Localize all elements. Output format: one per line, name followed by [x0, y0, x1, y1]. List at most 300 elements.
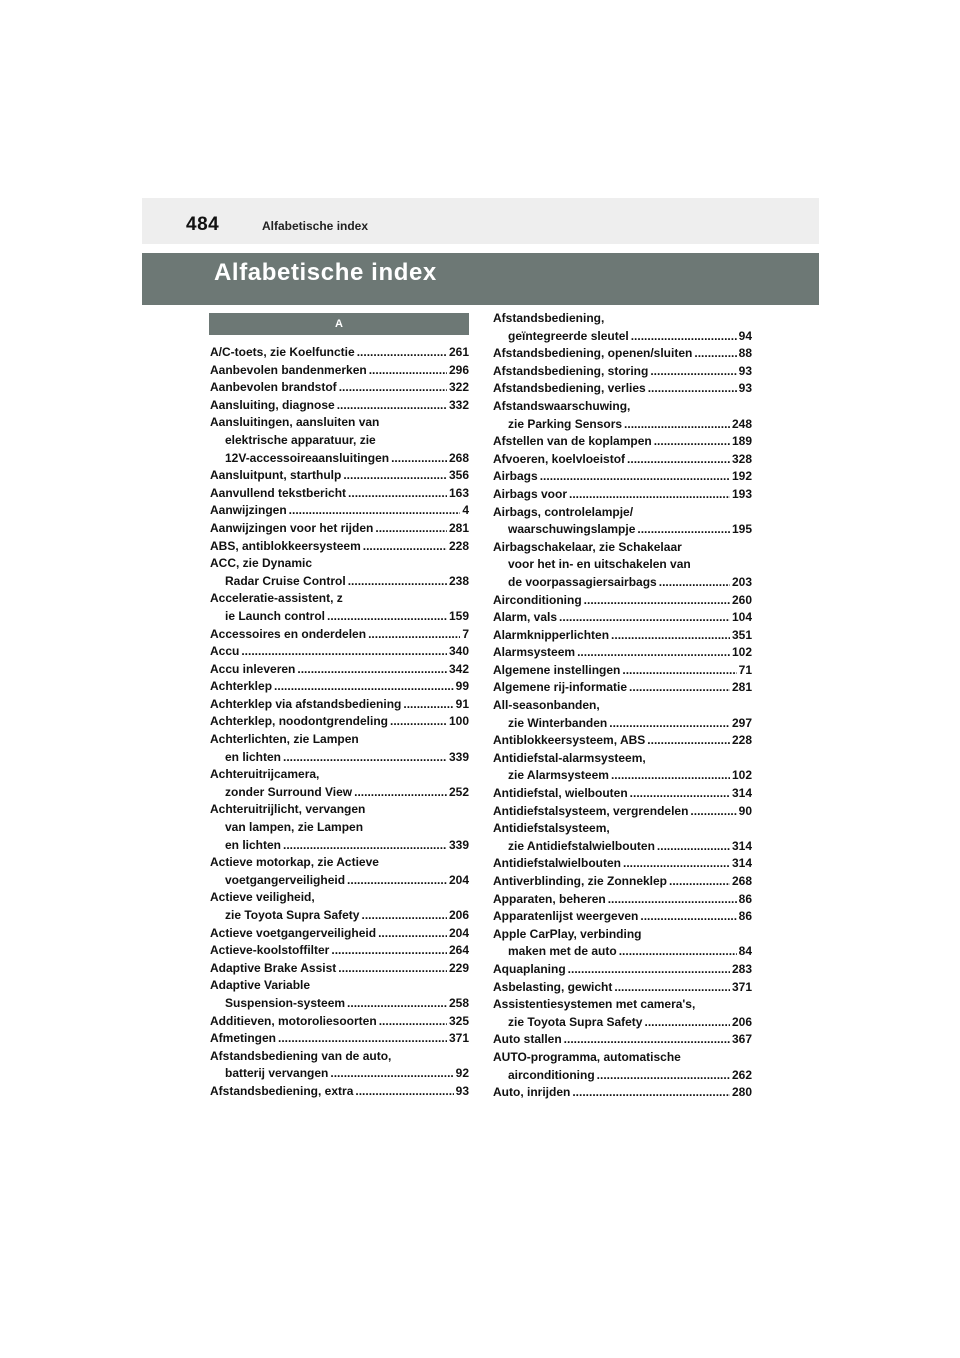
index-entry	[493, 961, 752, 979]
index-entry-line	[493, 855, 752, 873]
dot-leader	[331, 942, 447, 960]
index-entry-line	[210, 485, 469, 503]
index-term: Actieve veiligheid,	[210, 890, 315, 905]
index-column-right	[493, 310, 752, 1102]
index-term: Aanwijzingen voor het rijden	[210, 520, 374, 535]
page-reference: 314	[731, 838, 752, 853]
index-entry-line	[210, 344, 469, 362]
index-entry-line	[210, 942, 469, 960]
index-entry-line	[493, 486, 752, 504]
index-entry	[210, 414, 469, 467]
index-entry-line	[493, 504, 752, 522]
page-reference: 84	[738, 944, 752, 959]
index-entry	[493, 891, 752, 909]
index-entry-line	[210, 643, 469, 661]
index-term: zie Toyota Supra Safety	[508, 1014, 643, 1029]
index-term: zie Antidiefstalwielbouten	[508, 838, 655, 853]
page-reference: 163	[448, 485, 469, 500]
dot-leader	[623, 855, 730, 873]
index-entry	[210, 520, 469, 538]
dot-leader	[640, 908, 736, 926]
page-reference: 203	[731, 574, 752, 589]
index-term: Afstandsbediening, storing	[493, 363, 649, 378]
index-entry-line	[210, 872, 469, 890]
dot-leader	[241, 643, 447, 661]
index-term: Additieven, motoroliesoorten	[210, 1013, 377, 1028]
index-term: zie Parking Sensors	[508, 416, 623, 431]
dot-leader	[624, 416, 730, 434]
index-entry-line	[210, 573, 469, 591]
index-entry	[210, 661, 469, 679]
page-reference: 193	[731, 486, 752, 501]
index-entry-line	[493, 697, 752, 715]
index-term: Aanwijzingen	[210, 503, 287, 518]
dot-leader	[369, 362, 447, 380]
dot-leader	[327, 608, 447, 626]
index-entry-line	[493, 943, 752, 961]
index-entry	[493, 662, 752, 680]
index-term: Afstandsbediening, extra	[210, 1083, 354, 1098]
index-entry-line	[493, 873, 752, 891]
page-reference: 93	[738, 363, 752, 378]
index-term: Accessoires en onderdelen	[210, 626, 367, 641]
index-term: ABS, antiblokkeersysteem	[210, 538, 361, 553]
page-reference: 283	[731, 961, 752, 976]
page-reference: 94	[738, 328, 752, 343]
dot-leader	[368, 626, 460, 644]
page-reference: 159	[448, 608, 469, 623]
index-entry-line	[210, 608, 469, 626]
index-entry-line	[493, 416, 752, 434]
dot-leader	[337, 397, 447, 415]
index-entry-line	[210, 819, 469, 837]
dot-leader	[564, 1031, 730, 1049]
index-entry-line	[210, 1013, 469, 1031]
page-reference: 71	[738, 662, 752, 677]
index-entry-line	[493, 433, 752, 451]
dot-leader	[289, 502, 461, 520]
index-entry-line	[493, 1014, 752, 1032]
index-entry-line	[210, 995, 469, 1013]
index-term: Afmetingen	[210, 1031, 276, 1046]
index-entry	[493, 996, 752, 1031]
index-entry	[493, 345, 752, 363]
dot-leader	[648, 380, 737, 398]
index-term: zie Winterbanden	[508, 715, 608, 730]
index-entry-line	[493, 996, 752, 1014]
index-term: voetgangerveiligheid	[225, 872, 346, 887]
page-reference: 356	[448, 468, 469, 483]
index-entry-line	[210, 555, 469, 573]
index-entry-line	[493, 785, 752, 803]
index-entry-line	[210, 907, 469, 925]
index-entry-line	[493, 451, 752, 469]
dot-leader	[611, 767, 730, 785]
page-reference: 228	[731, 733, 752, 748]
index-term: Antidiefstalwielbouten	[493, 856, 622, 871]
dot-leader	[611, 627, 730, 645]
index-entry	[210, 731, 469, 766]
page-reference: 86	[738, 891, 752, 906]
index-entry	[493, 1049, 752, 1084]
dot-leader	[627, 451, 730, 469]
page-reference: 252	[448, 784, 469, 799]
index-term: zie Alarmsysteem	[508, 768, 609, 783]
index-entry-line	[493, 310, 752, 328]
page-reference: 371	[448, 1031, 469, 1046]
index-entry	[493, 380, 752, 398]
index-entry-line	[210, 414, 469, 432]
dot-leader	[650, 363, 736, 381]
index-entry-line	[210, 538, 469, 556]
index-entry-line	[210, 854, 469, 872]
index-term: Achterklep, noodontgrendeling	[210, 714, 389, 729]
index-entry	[493, 363, 752, 381]
index-term: voor het in- en uitschakelen van	[508, 557, 691, 572]
index-term: Airbags, controlelampje/	[493, 504, 634, 519]
index-term: Auto stallen	[493, 1032, 562, 1047]
dot-leader	[654, 433, 730, 451]
index-term: Acceleratie-assistent, z	[210, 591, 343, 606]
page-reference: 328	[731, 451, 752, 466]
dot-leader	[339, 379, 447, 397]
page-title: Alfabetische index	[214, 259, 437, 286]
index-entry	[493, 873, 752, 891]
index-entry	[493, 785, 752, 803]
index-term: Aansluiting, diagnose	[210, 397, 335, 412]
index-entry-line	[493, 979, 752, 997]
index-entry	[493, 539, 752, 592]
dot-leader	[629, 679, 730, 697]
index-entry-line	[493, 732, 752, 750]
page-reference: 238	[448, 573, 469, 588]
index-entry-line	[210, 626, 469, 644]
dot-leader	[622, 662, 736, 680]
page-reference: 262	[731, 1067, 752, 1082]
index-term: ie Launch control	[225, 608, 326, 623]
dot-leader	[379, 1013, 447, 1031]
index-term: Algemene instellingen	[493, 662, 621, 677]
dot-leader	[669, 873, 730, 891]
index-entry-line	[493, 1049, 752, 1067]
index-term: Alarmsysteem	[493, 645, 576, 660]
dot-leader	[348, 573, 447, 591]
index-term: Airconditioning	[493, 592, 582, 607]
index-term: Adaptive Variable	[210, 978, 311, 993]
index-term: Afstandsbediening, openen/sluiten	[493, 346, 693, 361]
index-term: Aanbevolen bandenmerken	[210, 362, 367, 377]
index-term: Airbagschakelaar, zie Schakelaar	[493, 539, 682, 554]
dot-leader	[347, 872, 447, 890]
page-reference: 229	[448, 960, 469, 975]
index-entry	[493, 398, 752, 433]
index-entry	[493, 310, 752, 345]
index-term: AUTO-programma, automatische	[493, 1049, 681, 1064]
index-term: Achterklep via afstandsbediening	[210, 696, 402, 711]
page-reference: 88	[738, 346, 752, 361]
index-entry	[210, 555, 469, 590]
page-number: 484	[186, 214, 220, 235]
index-entry	[210, 626, 469, 644]
page-reference: 90	[738, 803, 752, 818]
dot-leader	[347, 995, 447, 1013]
page-reference: 92	[455, 1066, 469, 1081]
index-entry	[210, 379, 469, 397]
page-reference: 281	[731, 680, 752, 695]
dot-leader	[644, 1014, 729, 1032]
index-entry-line	[210, 713, 469, 731]
index-entry-line	[210, 590, 469, 608]
index-term: Adaptive Brake Assist	[210, 960, 337, 975]
dot-leader	[355, 1083, 453, 1101]
index-term: en lichten	[225, 837, 282, 852]
index-term: ACC, zie Dynamic	[210, 556, 313, 571]
index-term: A/C-toets, zie Koelfunctie	[210, 345, 355, 359]
index-entry	[493, 750, 752, 785]
page-reference: 192	[731, 469, 752, 484]
page-reference: 102	[731, 645, 752, 660]
page-reference: 248	[731, 416, 752, 431]
index-entry-line	[493, 468, 752, 486]
index-entry	[210, 942, 469, 960]
index-entry-line	[493, 574, 752, 592]
index-term: airconditioning	[508, 1067, 595, 1082]
dot-leader	[659, 574, 730, 592]
page-reference: 351	[731, 627, 752, 642]
index-entry-line	[493, 627, 752, 645]
index-entry	[210, 362, 469, 380]
dot-leader	[274, 678, 454, 696]
index-entry	[210, 397, 469, 415]
dot-leader	[577, 644, 730, 662]
index-entry	[493, 433, 752, 451]
page-reference: 93	[738, 381, 752, 396]
index-entry-line	[493, 908, 752, 926]
index-term: Apparatenlijst weergeven	[493, 909, 639, 924]
index-term: Accu	[210, 644, 240, 659]
index-entry	[210, 467, 469, 485]
index-term: batterij vervangen	[225, 1066, 329, 1081]
index-entry-line	[493, 838, 752, 856]
index-entry-line	[493, 750, 752, 768]
page-reference: 258	[448, 995, 469, 1010]
dot-leader	[572, 1084, 730, 1102]
page-reference: 189	[731, 434, 752, 449]
index-entry-line	[493, 926, 752, 944]
page-reference: 296	[448, 362, 469, 377]
index-entry	[210, 854, 469, 889]
index-term: Afstandswaarschuwing,	[493, 398, 631, 413]
page-reference: 100	[448, 714, 469, 729]
index-term: Antidiefstalsysteem, vergrendelen	[493, 803, 689, 818]
index-term: Apple CarPlay, verbinding	[493, 926, 642, 941]
page-reference: 204	[448, 872, 469, 887]
index-entry-line	[493, 662, 752, 680]
dot-leader	[584, 592, 730, 610]
index-entry	[493, 732, 752, 750]
index-entry	[210, 889, 469, 924]
index-entry	[493, 979, 752, 997]
dot-leader	[357, 344, 447, 362]
index-entry	[493, 1031, 752, 1049]
index-entry	[493, 1084, 752, 1102]
dot-leader	[338, 960, 447, 978]
dot-leader	[278, 1030, 447, 1048]
page-reference: 264	[448, 943, 469, 958]
page-reference: 228	[448, 538, 469, 553]
index-entry	[210, 538, 469, 556]
index-term: 12V-accessoireaansluitingen	[225, 450, 390, 465]
index-entry-line	[210, 432, 469, 450]
page-reference: 268	[448, 450, 469, 465]
index-entry-line	[210, 837, 469, 855]
dot-leader	[631, 328, 737, 346]
page-reference: 206	[448, 908, 469, 922]
index-entry-line	[210, 766, 469, 784]
dot-leader	[375, 520, 447, 538]
dot-leader	[637, 521, 730, 539]
index-entry	[493, 908, 752, 926]
index-entry-line	[493, 521, 752, 539]
index-entry-line	[493, 539, 752, 557]
index-term: Airbags	[493, 469, 538, 484]
index-term: Afstandsbediening van de auto,	[210, 1048, 392, 1063]
index-term: Antiblokkeersysteem, ABS	[493, 733, 646, 748]
index-term: Alarmknipperlichten	[493, 627, 610, 642]
index-term: Aansluitpunt, starthulp	[210, 468, 342, 483]
page-reference: 332	[448, 397, 469, 412]
dot-leader	[297, 661, 447, 679]
page-reference: 281	[448, 520, 469, 535]
index-entry	[210, 801, 469, 854]
index-entry-line	[493, 679, 752, 697]
dot-leader	[614, 979, 730, 997]
index-term: zonder Surround View	[225, 784, 353, 799]
index-entry	[493, 855, 752, 873]
page-reference: 367	[731, 1032, 752, 1047]
index-term: Algemene rij-informatie	[493, 680, 628, 695]
index-term: Antidiefstal, wielbouten	[493, 786, 628, 801]
index-entry-line	[210, 362, 469, 380]
index-entry	[210, 696, 469, 714]
index-term: Antidiefstalsysteem,	[493, 821, 610, 836]
page-reference: 104	[731, 610, 752, 625]
page-reference: 86	[738, 909, 752, 924]
dot-leader	[609, 715, 730, 733]
dot-leader	[361, 907, 446, 925]
page-reference: 340	[448, 644, 469, 659]
page-reference: 260	[731, 592, 752, 607]
index-entry-line	[493, 644, 752, 662]
running-title: Alfabetische index	[262, 219, 369, 233]
dot-leader	[619, 943, 737, 961]
index-entry	[493, 451, 752, 469]
index-entry-line	[493, 380, 752, 398]
index-entry	[210, 925, 469, 943]
dot-leader	[378, 925, 447, 943]
index-entry	[493, 468, 752, 486]
index-entry	[210, 1030, 469, 1048]
dot-leader	[690, 803, 736, 821]
page-reference: 371	[731, 979, 752, 994]
index-term: Achteruitrijcamera,	[210, 767, 320, 782]
index-entry-line	[493, 345, 752, 363]
index-term: Afvoeren, koelvloeistof	[493, 451, 626, 466]
index-term: Assistentiesystemen met camera's,	[493, 997, 696, 1012]
index-entry	[210, 485, 469, 503]
index-term: Achteruitrijlicht, vervangen	[210, 802, 366, 817]
index-term: maken met de auto	[508, 944, 617, 959]
page-reference: 195	[731, 522, 752, 537]
header-band	[142, 198, 819, 244]
index-entry-line	[493, 803, 752, 821]
index-entry-line	[210, 520, 469, 538]
index-entry	[493, 679, 752, 697]
index-term: Auto, inrijden	[493, 1085, 571, 1100]
index-term: Alarm, vals	[493, 610, 558, 625]
dot-leader	[569, 486, 730, 504]
dot-leader	[348, 485, 447, 503]
page-reference: 314	[731, 786, 752, 801]
index-entry-line	[210, 661, 469, 679]
page-reference: 280	[731, 1085, 752, 1100]
dot-leader	[283, 749, 447, 767]
index-entry	[493, 592, 752, 610]
index-entry	[210, 713, 469, 731]
index-entry-line	[493, 363, 752, 381]
index-entry	[210, 1013, 469, 1031]
dot-leader	[630, 785, 730, 803]
page-reference: 204	[448, 925, 469, 940]
index-term: Aanbevolen brandstof	[210, 380, 337, 395]
index-entry-line	[210, 749, 469, 767]
index-entry	[210, 590, 469, 625]
index-entry	[493, 644, 752, 662]
index-entry-line	[493, 592, 752, 610]
page-reference: 314	[731, 856, 752, 871]
index-entry-line	[210, 450, 469, 468]
index-entry-line	[493, 767, 752, 785]
page-reference: 342	[448, 661, 469, 676]
index-entry	[493, 504, 752, 539]
index-term: Achterlichten, zie Lampen	[210, 732, 359, 747]
index-entry-line	[210, 925, 469, 943]
dot-leader	[608, 891, 737, 909]
dot-leader	[330, 1065, 453, 1083]
index-term: Apparaten, beheren	[493, 891, 606, 906]
index-term: elektrische apparatuur, zie	[225, 432, 376, 447]
index-term: Aansluitingen, aansluiten van	[210, 415, 380, 430]
index-term: Actieve-koolstoffilter	[210, 943, 330, 958]
index-column-left	[210, 344, 469, 1101]
index-term: Suspension-systeem	[225, 995, 346, 1010]
index-entry	[210, 678, 469, 696]
index-term: Radar Cruise Control	[225, 573, 346, 588]
index-entry-line	[210, 1083, 469, 1101]
index-entry-line	[493, 961, 752, 979]
page-reference: 339	[448, 837, 469, 852]
index-term: Achterklep	[210, 679, 273, 694]
index-term: Actieve motorkap, zie Actieve	[210, 855, 379, 870]
index-term: en lichten	[225, 749, 282, 764]
index-entry-line	[493, 398, 752, 416]
index-entry-line	[210, 1048, 469, 1066]
index-entry-line	[493, 1031, 752, 1049]
index-term: All-seasonbanden,	[493, 698, 600, 713]
index-entry-line	[210, 1065, 469, 1083]
index-entry	[493, 627, 752, 645]
page-reference: 4	[462, 503, 469, 518]
